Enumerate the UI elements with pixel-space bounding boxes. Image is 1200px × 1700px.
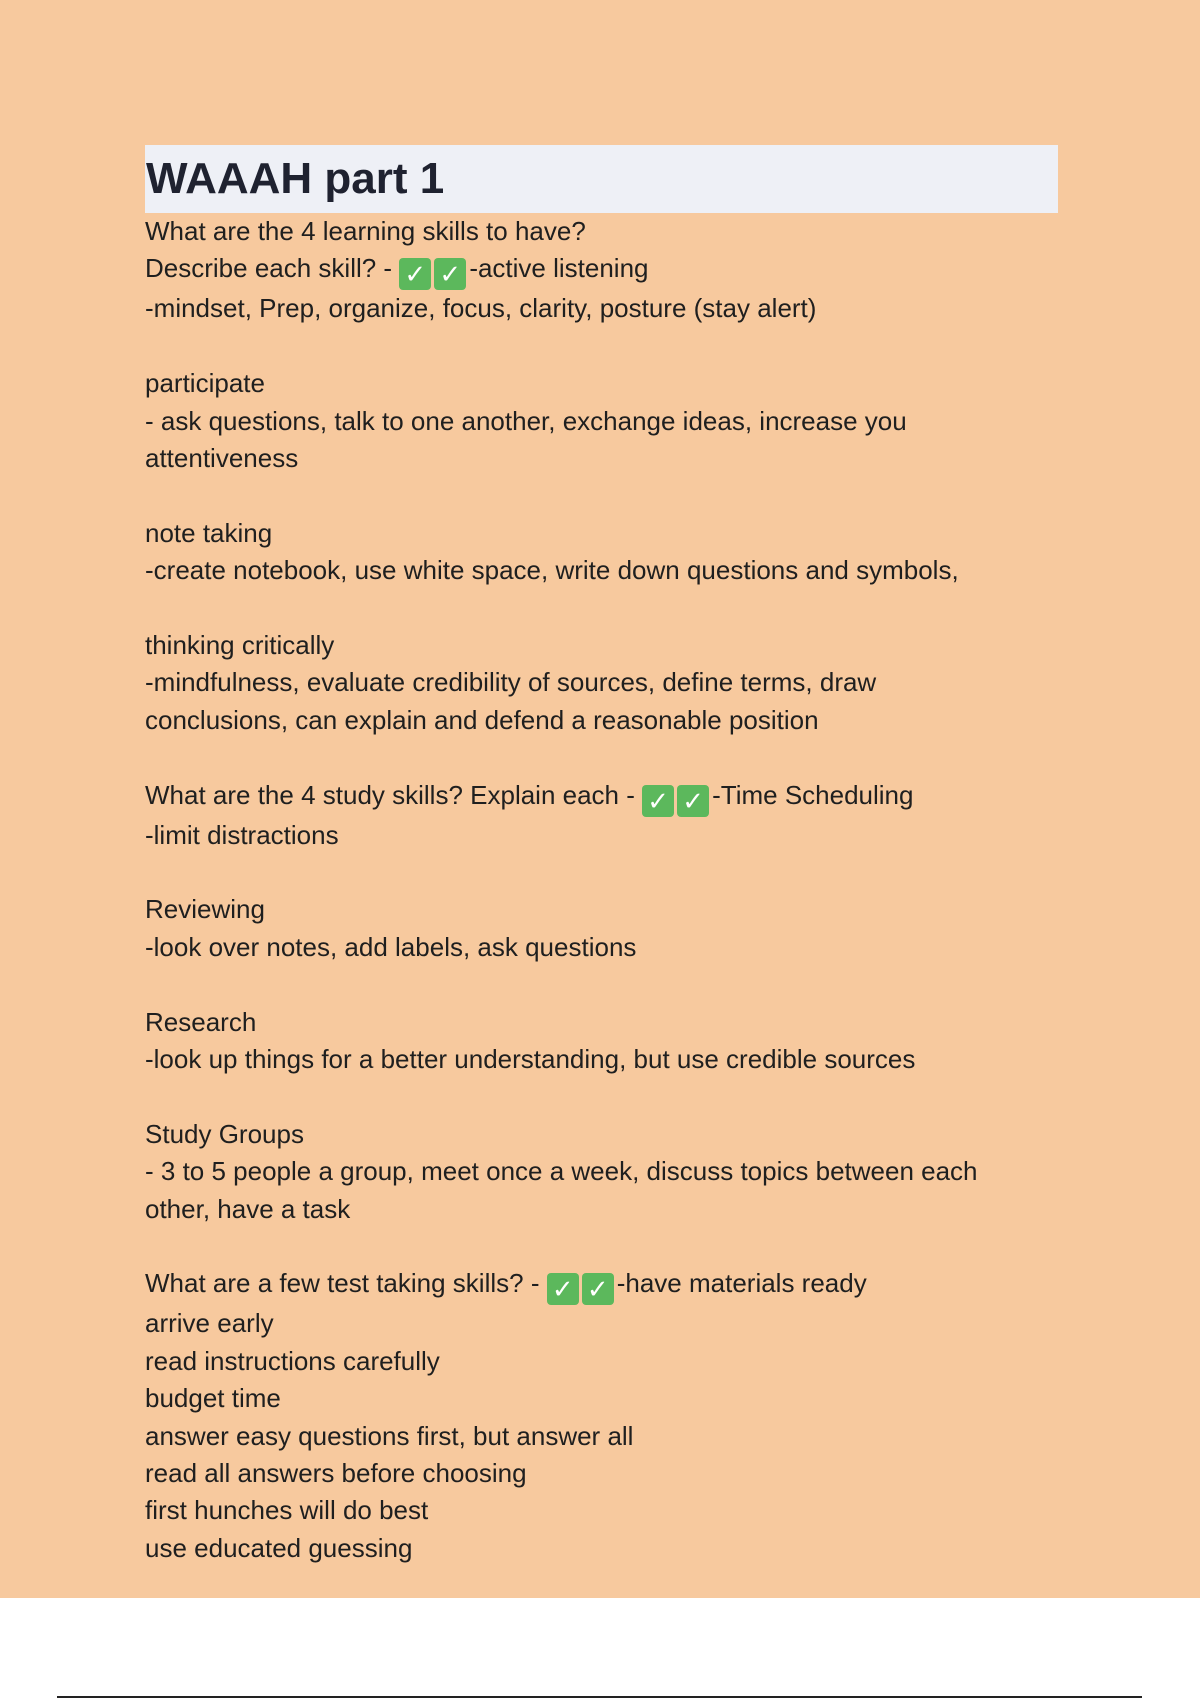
text-line: participate [145, 368, 265, 399]
answer-checks [547, 1265, 617, 1305]
question-line [145, 250, 1060, 290]
notes-body [145, 213, 1060, 1567]
text-line: Study Groups [145, 1118, 304, 1149]
text-line: -mindfulness, evaluate credibility of sources, define terms, draw [145, 667, 877, 698]
text-line: note taking [145, 517, 273, 548]
question-text: What are a few test taking skills? - [145, 1268, 547, 1299]
text-line: -limit distractions [145, 819, 339, 850]
text-line: conclusions, can explain and defend a reasonable position [145, 704, 819, 735]
text-line: arrive early [145, 1308, 274, 1339]
blank-line [145, 854, 1060, 891]
answer-checks [399, 250, 469, 290]
blank-line [145, 1078, 1060, 1115]
check-mark-icon: ✓ [642, 785, 674, 817]
blank-line [145, 1228, 1060, 1265]
answer-text: -have materials ready [616, 1268, 867, 1299]
answer-checks [642, 777, 712, 817]
title-bar [145, 145, 1058, 213]
text-line: thinking critically [145, 630, 335, 661]
blank-line [145, 328, 1060, 365]
blank-line [145, 739, 1060, 776]
text-line: Research [145, 1006, 257, 1037]
text-line: use educated guessing [145, 1532, 413, 1563]
text-line: -create notebook, use white space, write down questions and symbols, [145, 555, 959, 586]
text-line: - 3 to 5 people a group, meet once a week, discuss topics between each [145, 1156, 978, 1187]
check-mark-icon: ✓ [434, 258, 466, 290]
text-line: other, have a task [145, 1193, 351, 1224]
check-mark-icon: ✓ [547, 1273, 579, 1305]
question-text: What are the 4 study skills? Explain each - [145, 779, 643, 810]
check-mark-icon: ✓ [677, 785, 709, 817]
text-line: first hunches will do best [145, 1495, 429, 1526]
footer-divider [57, 1696, 1142, 1698]
text-line: read all answers before choosing [145, 1458, 527, 1489]
text-line: answer easy questions first, but answer all [145, 1420, 634, 1451]
answer-text: -active listening [469, 253, 649, 284]
text-line: budget time [145, 1383, 281, 1414]
question-line [145, 777, 1060, 817]
blank-line [145, 966, 1060, 1003]
blank-line [145, 590, 1060, 627]
text-line: -look over notes, add labels, ask questions [145, 931, 637, 962]
text-line: - ask questions, talk to one another, exchange ideas, increase you [145, 405, 907, 436]
blank-line [145, 477, 1060, 514]
text-line: What are the 4 learning skills to have? [145, 216, 586, 246]
document-content [145, 145, 1060, 1567]
check-mark-icon: ✓ [582, 1273, 614, 1305]
text-line: Reviewing [145, 894, 265, 925]
text-line: attentiveness [145, 443, 299, 474]
document-title: WAAAH part 1 [146, 154, 445, 203]
question-text: Describe each skill? - [145, 253, 400, 284]
answer-text: -Time Scheduling [712, 779, 914, 810]
question-line [145, 1265, 1060, 1305]
text-line: read instructions carefully [145, 1345, 440, 1376]
text-line: -look up things for a better understanding, but use credible sources [145, 1044, 916, 1075]
text-line: -mindset, Prep, organize, focus, clarity, posture (stay alert) [145, 293, 817, 324]
check-mark-icon: ✓ [399, 258, 431, 290]
